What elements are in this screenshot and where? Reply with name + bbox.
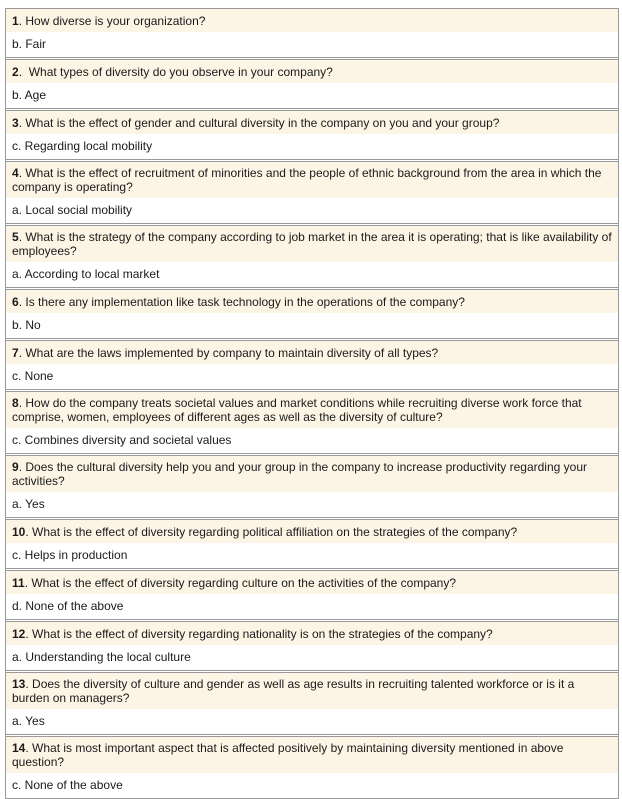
- question-separator: .: [18, 230, 26, 244]
- question-text: Is there any implementation like task technology in the operations of the company?: [25, 295, 465, 309]
- answer-row: b. Age: [6, 84, 618, 108]
- answer-row: c. Helps in production: [6, 544, 618, 568]
- answer-row: c. None of the above: [6, 774, 618, 798]
- question-text: What is the strategy of the company according to job market in the area it is operating; that is like availability of employees?: [12, 230, 612, 258]
- question-number: 5: [12, 230, 19, 244]
- answer-row: d. None of the above: [6, 595, 618, 619]
- question-text: How diverse is your organization?: [25, 14, 206, 28]
- question-number: 12: [12, 627, 26, 641]
- question-separator: .: [25, 677, 33, 691]
- question-text: Does the cultural diversity help you and your group in the company to increase productivity regarding your activities?: [12, 460, 587, 488]
- question-block-4: [6, 161, 618, 224]
- question-row: [6, 111, 618, 135]
- question-text: What is the effect of diversity regarding culture on the activities of the company?: [31, 576, 457, 590]
- answer-row: a. Yes: [6, 493, 618, 517]
- answer-row: b. No: [6, 314, 618, 338]
- answer-row: a. Yes: [6, 710, 618, 734]
- question-number: 8: [12, 396, 19, 410]
- question-separator: .: [18, 116, 26, 130]
- question-row: [6, 341, 618, 365]
- question-row: [6, 9, 618, 33]
- question-row: [6, 520, 618, 544]
- question-separator: .: [18, 346, 26, 360]
- question-row: [6, 673, 618, 710]
- question-text: What are the laws implemented by company to maintain diversity of all types?: [25, 346, 439, 360]
- answer-row: c. None: [6, 365, 618, 389]
- question-separator: .: [24, 576, 32, 590]
- question-separator: .: [25, 627, 33, 641]
- question-number: 13: [12, 677, 26, 691]
- question-block-3: [6, 110, 618, 160]
- question-block-6: [6, 289, 618, 339]
- answer-row: a. According to local market: [6, 263, 618, 287]
- question-block-13: [6, 672, 618, 735]
- question-block-5: [6, 225, 618, 288]
- question-row: [6, 622, 618, 646]
- question-number: 9: [12, 460, 19, 474]
- question-block-10: [6, 519, 618, 569]
- question-number: 10: [12, 525, 26, 539]
- question-separator: .: [18, 14, 26, 28]
- question-row: [6, 226, 618, 263]
- answer-row: a. Local social mobility: [6, 199, 618, 223]
- question-text: What is the effect of gender and cultural diversity in the company on you and your group?: [25, 116, 500, 130]
- question-number: 1: [12, 14, 19, 28]
- question-number: 11: [12, 576, 25, 590]
- question-separator: .: [25, 741, 33, 755]
- answer-row: c. Regarding local mobility: [6, 135, 618, 159]
- question-number: 2: [12, 65, 19, 79]
- question-text: How do the company treats societal values and market conditions while recruiting diverse work force that comprise, women, employees of different ages as well as the diversity of culture?: [12, 396, 582, 424]
- question-number: 14: [12, 741, 26, 755]
- question-row: [6, 392, 618, 429]
- question-separator: .: [18, 460, 26, 474]
- question-row: [6, 60, 618, 84]
- question-separator: .: [18, 166, 26, 180]
- question-separator: .: [18, 295, 26, 309]
- question-text: What types of diversity do you observe in your company?: [28, 65, 333, 79]
- question-row: [6, 737, 618, 774]
- question-number: 3: [12, 116, 19, 130]
- answer-row: b. Fair: [6, 33, 618, 57]
- question-separator: .: [18, 396, 26, 410]
- question-text: What is the effect of diversity regarding political affiliation on the strategies of the company?: [32, 525, 518, 539]
- question-block-8: [6, 391, 618, 454]
- question-row: [6, 162, 618, 199]
- question-block-2: [6, 59, 618, 109]
- question-text: What is the effect of diversity regarding nationality is on the strategies of the company?: [32, 627, 493, 641]
- question-row: [6, 571, 618, 595]
- survey-table: [5, 8, 619, 799]
- question-text: Does the diversity of culture and gender as well as age results in recruiting talented workforce or is it a burden on managers?: [12, 677, 575, 705]
- question-block-1: [6, 8, 618, 58]
- question-block-12: [6, 621, 618, 671]
- question-number: 4: [12, 166, 19, 180]
- question-separator: .: [18, 65, 29, 79]
- question-number: 6: [12, 295, 19, 309]
- question-text: What is the effect of recruitment of minorities and the people of ethnic background from the area in which the company is operating?: [12, 166, 602, 194]
- question-number: 7: [12, 346, 19, 360]
- question-block-7: [6, 340, 618, 390]
- question-block-9: [6, 455, 618, 518]
- answer-row: a. Understanding the local culture: [6, 646, 618, 670]
- question-block-11: [6, 570, 618, 620]
- answer-row: c. Combines diversity and societal values: [6, 429, 618, 453]
- question-separator: .: [25, 525, 33, 539]
- question-row: [6, 290, 618, 314]
- question-block-14: [6, 736, 618, 798]
- question-text: What is most important aspect that is affected positively by maintaining diversity mentioned in above question?: [12, 741, 564, 769]
- question-row: [6, 456, 618, 493]
